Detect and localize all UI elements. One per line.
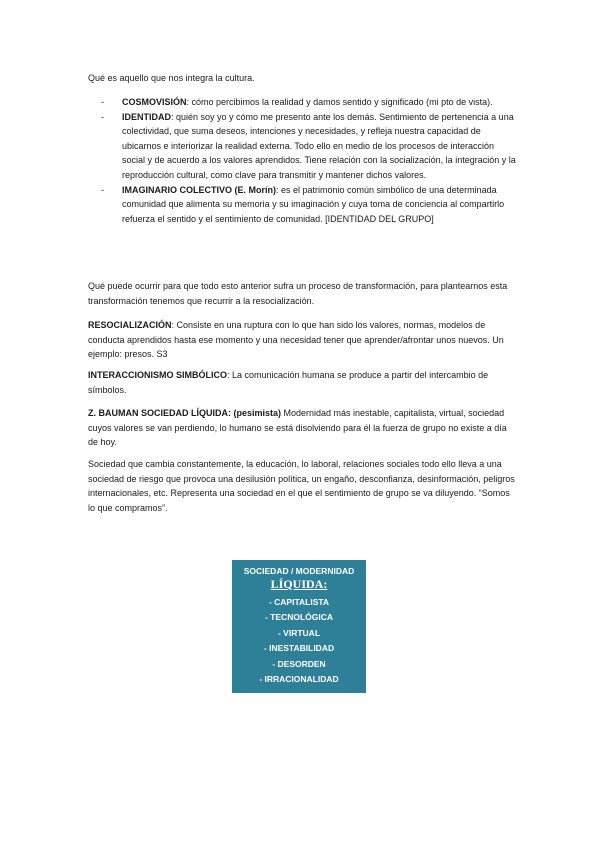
box-item: - TECNOLÓGICA [265,612,333,623]
box-list [232,595,366,687]
list-item-cosmovision [88,95,518,110]
bullet-dash: - [101,97,104,107]
list-item-imaginario [88,183,518,227]
interaccionismo-paragraph [88,368,518,397]
box-item: - DESORDEN [272,658,326,669]
bauman-paragraph [88,406,518,450]
term-cosmovision: COSMOVISIÓN [122,97,187,107]
term-bauman: Z. BAUMAN SOCIEDAD LÍQUIDA: (pesimista) [88,408,282,418]
term-resocializacion: RESOCIALIZACIÓN [88,320,172,330]
box-title: SOCIEDAD / MODERNIDAD [243,566,355,576]
box-item: - IRRACIONALIDAD [259,674,339,685]
term-imaginario: IMAGINARIO COLECTIVO (E. Morín) [122,184,276,195]
concept-list [88,95,518,226]
sociedad-paragraph: Sociedad que cambia constantemente, la educación, lo laboral, relaciones sociales todo ello lleva a una sociedad de riesgo que provoca una desilusión política, un engaño, desconfianza, desinformación, peligros internacionales, etc. Representa una sociedad en el que el sentimiento de grupo se va diluyendo. “Somos lo que compramos”. [88,459,515,513]
definition-bauman: Modernidad más inestable, capitalista, virtual, sociedad cuyos valores se van perdiendo, lo humano se está disolviendo para él la fuerza de grupo no existe a día de hoy. [88,408,507,448]
bullet-dash: - [101,111,104,122]
list-item-identidad [88,110,518,183]
definition-imaginario: : es el patrimonio común simbólico de una determinada comunidad que alimenta su memoria y su imaginación y cuya toma de conciencia al compartirlo refuerza el sentido y el sentimiento de comunidad. [IDENTIDAD DEL GRUPO] [122,184,505,224]
box-item: - INESTABILIDAD [263,643,335,654]
definition-identidad: : quién soy yo y cómo me presento ante los demás. Sentimiento de pertenencia a una colectividad, que suma deseos, intenciones y necesidades, y refleja nuestra capacidad de ubicarnos e interiorizar la realidad externa. Todo ello en medio de los procesos de interacción social y de acuerdo a los valores aprendidos. Tiene relación con la socialización, la integración y la reproducción cultural, como clave para transmitir y mantener dichos valores. [122,111,516,180]
term-interaccionismo: INTERACCIONISMO SIMBÓLICO [88,370,227,380]
definition-cosmovision: : cómo percibimos la realidad y damos sentido y significado (mi pto de vista). [186,97,493,107]
bullet-dash: - [101,184,104,195]
definition-interaccionismo: : La comunicación humana se produce a partir del intercambio de símbolos. [88,370,489,395]
resocialization-intro: Qué puede ocurrir para que todo esto anterior sufra un proceso de transformación, para plantearnos esta transformación tenemos que recurrir a la resocialización. [88,281,508,306]
box-item: - VIRTUAL [277,627,321,638]
term-identidad: IDENTIDAD [122,111,171,122]
resocializacion-paragraph [88,318,518,362]
liquid-society-box [232,560,366,693]
box-subtitle: LÍQUIDA: [270,577,328,591]
box-item: - CAPITALISTA [268,597,330,607]
definition-resocializacion: : Consiste en una ruptura con lo que han sido los valores, normas, modelos de conducta aprendidos hasta ese momento y una necesidad tener que aprender/afrontar unos nuevos. Un ejemplo: presos. S3 [88,320,504,360]
intro-line: Qué es aquello que nos integra la cultura. [88,73,255,83]
